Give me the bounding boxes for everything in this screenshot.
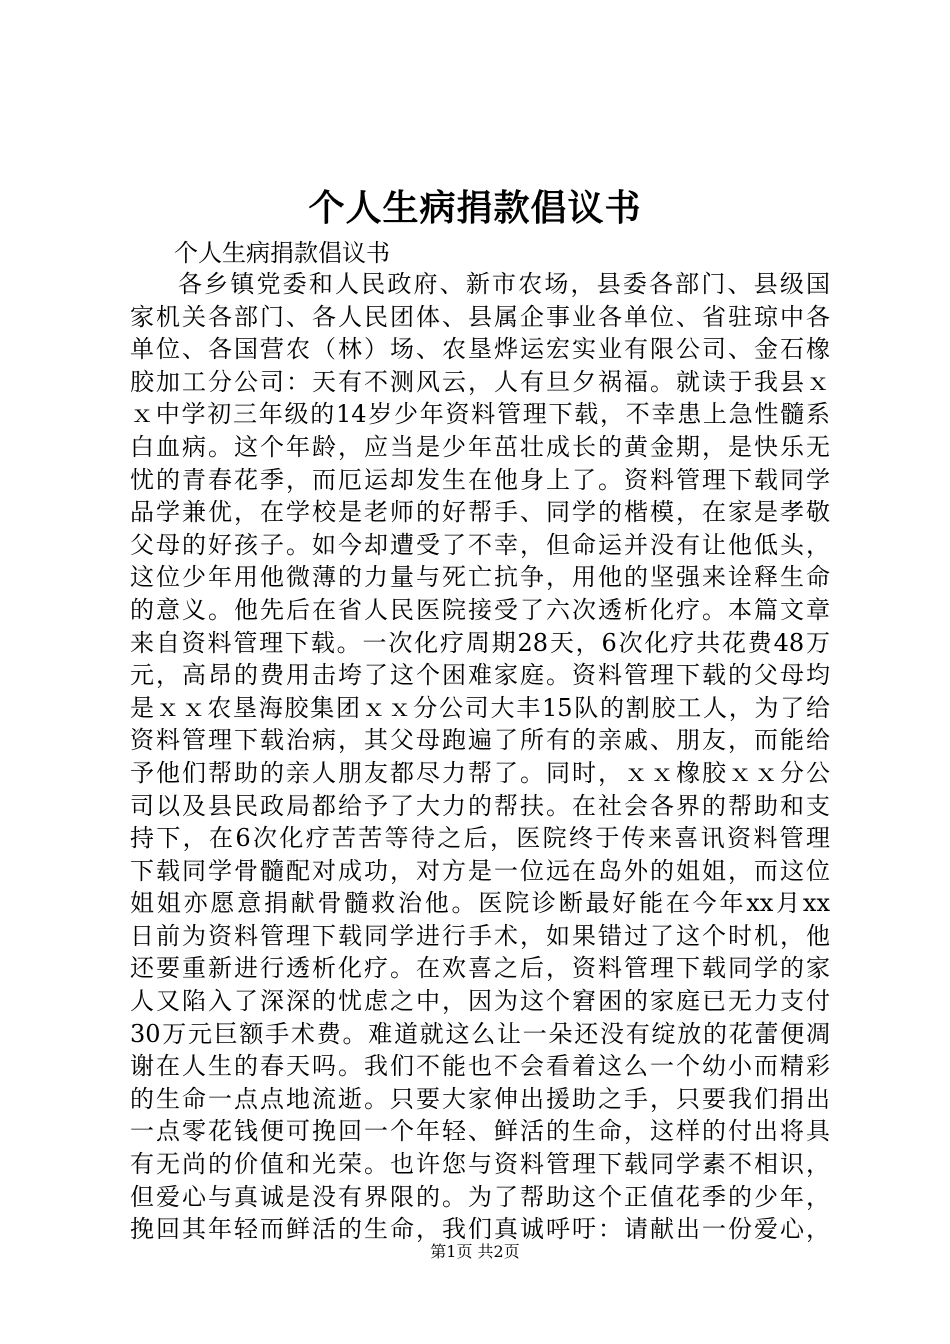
body-line: 父母的好孩子。如今却遭受了不幸，但命运并没有让他低头， — [130, 530, 830, 559]
body-line: 家机关各部门、各人民团体、县属企事业各单位、省驻琼中各 — [130, 302, 830, 331]
body-line: 司以及县民政局都给予了大力的帮扶。在社会各界的帮助和支 — [130, 791, 830, 820]
body-line: 人又陷入了深深的忧虑之中，因为这个窘困的家庭已无力支付 — [130, 987, 830, 1016]
body-line: 元，高昂的费用击垮了这个困难家庭。资料管理下载的父母均 — [130, 661, 830, 690]
body-line: 的生命一点点地流逝。只要大家伸出援助之手，只要我们捐出 — [130, 1084, 830, 1113]
document-title: 个人生病捐款倡议书 — [308, 187, 642, 229]
body-line: 单位、各国营农（林）场、农垦烨运宏实业有限公司、金石橡 — [130, 335, 830, 364]
body-line: 是ｘｘ农垦海胶集团ｘｘ分公司大丰15队的割胶工人，为了给 — [130, 693, 830, 722]
document-subtitle: 个人生病捐款倡议书 — [174, 239, 390, 267]
body-line: 日前为资料管理下载同学进行手术，如果错过了这个时机，他 — [130, 921, 830, 950]
body-line: 品学兼优，在学校是老师的好帮手、同学的楷模，在家是孝敬 — [130, 498, 830, 527]
body-line: 各乡镇党委和人民政府、新市农场，县委各部门、县级国 — [178, 270, 830, 298]
body-line: 谢在人生的春天吗。我们不能也不会看着这么一个幼小而精彩 — [130, 1052, 830, 1081]
body-line: 下载同学骨髓配对成功，对方是一位远在岛外的姐姐，而这位 — [130, 856, 830, 885]
body-line: 持下，在6次化疗苦苦等待之后，医院终于传来喜讯资料管理 — [130, 824, 830, 853]
body-line: 这位少年用他微薄的力量与死亡抗争，用他的坚强来诠释生命 — [130, 563, 830, 592]
body-line: 30万元巨额手术费。难道就这么让一朵还没有绽放的花蕾便凋 — [130, 1019, 830, 1048]
body-line: 还要重新进行透析化疗。在欢喜之后，资料管理下载同学的家 — [130, 954, 830, 983]
body-line: 予他们帮助的亲人朋友都尽力帮了。同时，ｘｘ橡胶ｘｘ分公 — [130, 758, 830, 787]
body-line: 但爱心与真诚是没有界限的。为了帮助这个正值花季的少年， — [130, 1182, 830, 1211]
body-line: 有无尚的价值和光荣。也许您与资料管理下载同学素不相识， — [130, 1150, 830, 1179]
body-line: ｘ中学初三年级的14岁少年资料管理下载，不幸患上急性髓系 — [130, 400, 830, 429]
body-line: 的意义。他先后在省人民医院接受了六次透析化疗。本篇文章 — [130, 595, 830, 624]
body-line: 一点零花钱便可挽回一个年轻、鲜活的生命，这样的付出将具 — [130, 1117, 830, 1146]
body-line: 来自资料管理下载。一次化疗周期28天，6次化疗共花费48万 — [130, 628, 830, 657]
body-line: 姐姐亦愿意捐献骨髓救治他。医院诊断最好能在今年xx月xx — [130, 889, 830, 918]
body-line: 白血病。这个年龄，应当是少年茁壮成长的黄金期，是快乐无 — [130, 432, 830, 461]
body-line: 胶加工分公司：天有不测风云，人有旦夕祸福。就读于我县ｘ — [130, 367, 830, 396]
body-line: 忧的青春花季，而厄运却发生在他身上了。资料管理下载同学 — [130, 465, 830, 494]
body-line: 挽回其年轻而鲜活的生命，我们真诚呼吁：请献出一份爱心， — [130, 1215, 830, 1244]
page-footer: 第1页 共2页 — [430, 1242, 520, 1261]
body-line: 资料管理下载治病，其父母跑遍了所有的亲戚、朋友，而能给 — [130, 726, 830, 755]
body-paragraph — [130, 268, 830, 1246]
